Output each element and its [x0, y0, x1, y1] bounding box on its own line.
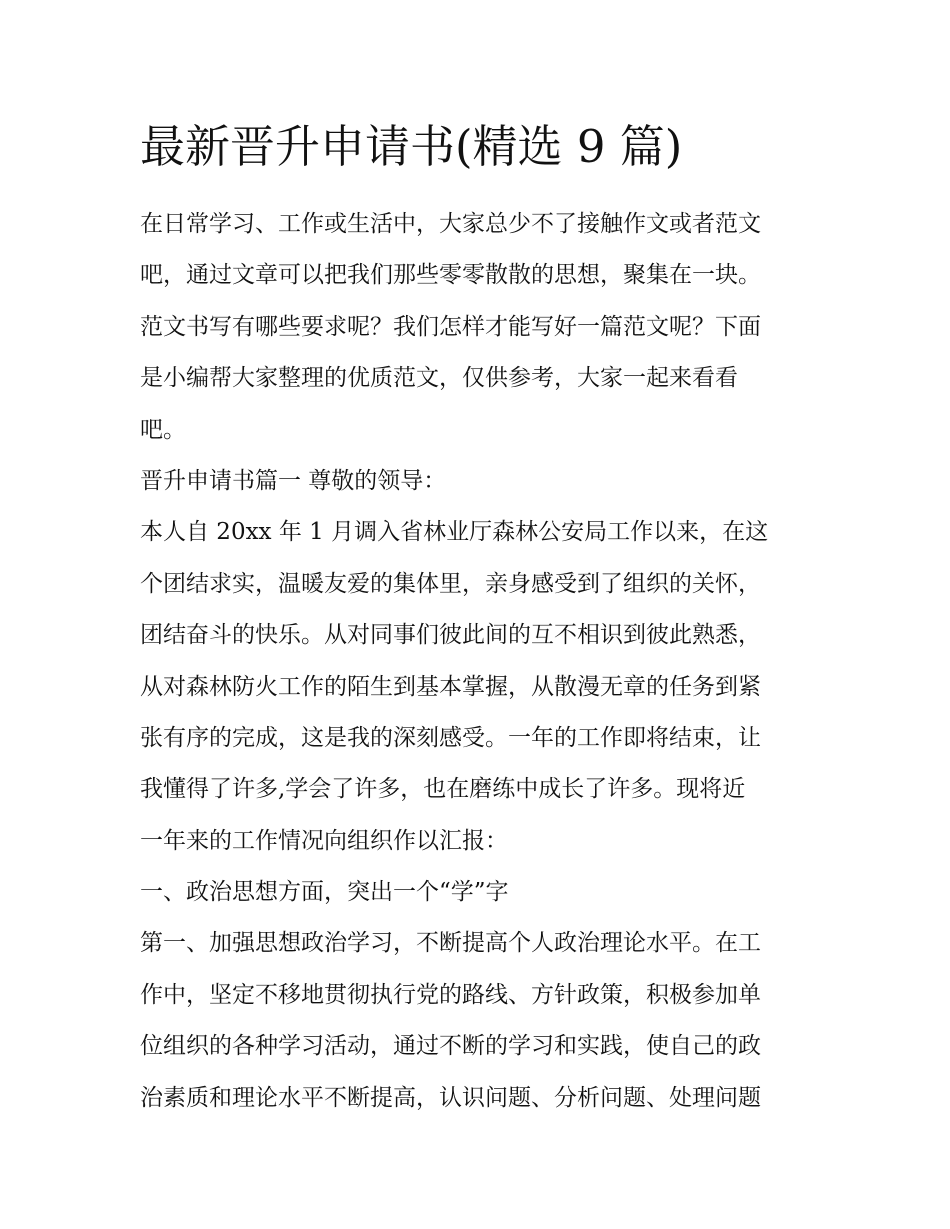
body-line: 吧，通过文章可以把我们那些零零散散的思想，聚集在一块。	[140, 262, 761, 289]
section-heading-line: 晋升申请书篇一 尊敬的领导：	[140, 467, 447, 494]
body-line: 位组织的各种学习活动，通过不断的学习和实践，使自己的政	[140, 1033, 761, 1060]
body-line: 张有序的完成，这是我的深刻感受。一年的工作即将结束，让	[140, 724, 761, 751]
body-line: 是小编帮大家整理的优质范文，仅供参考，大家一起来看看	[140, 365, 738, 392]
section-heading-line: 一、政治思想方面，突出一个“学”字	[140, 879, 509, 906]
body-line: 团结奋斗的快乐。从对同事们彼此间的互不相识到彼此熟悉，	[140, 622, 761, 649]
body-line: 我懂得了许多,学会了许多，也在磨练中成长了许多。现将近	[140, 776, 746, 803]
body-line: 在日常学习、工作或生活中，大家总少不了接触作文或者范文	[140, 211, 761, 237]
body-line: 个团结求实，温暖友爱的集体里，亲身感受到了组织的关怀，	[140, 570, 761, 597]
body-line: 本人自 20xx 年 1 月调入省林业厅森林公安局工作以来，在这	[140, 519, 769, 546]
body-line: 范文书写有哪些要求呢？我们怎样才能写好一篇范文呢？下面	[140, 313, 761, 340]
body-line: 作中，坚定不移地贯彻执行党的路线、方针政策，积极参加单	[140, 981, 761, 1008]
body-line: 一年来的工作情况向组织作以汇报：	[140, 827, 508, 854]
document-body	[140, 199, 840, 1124]
body-line: 从对森林防火工作的陌生到基本掌握，从散漫无章的任务到紧	[140, 673, 761, 700]
body-line: 吧。	[140, 416, 186, 443]
body-line: 治素质和理论水平不断提高，认识问题、分析问题、处理问题	[140, 1084, 761, 1111]
document-title: 最新晋升申请书(精选 9 篇)	[140, 120, 683, 173]
body-line: 第一、加强思想政治学习，不断提高个人政治理论水平。在工	[140, 930, 761, 957]
